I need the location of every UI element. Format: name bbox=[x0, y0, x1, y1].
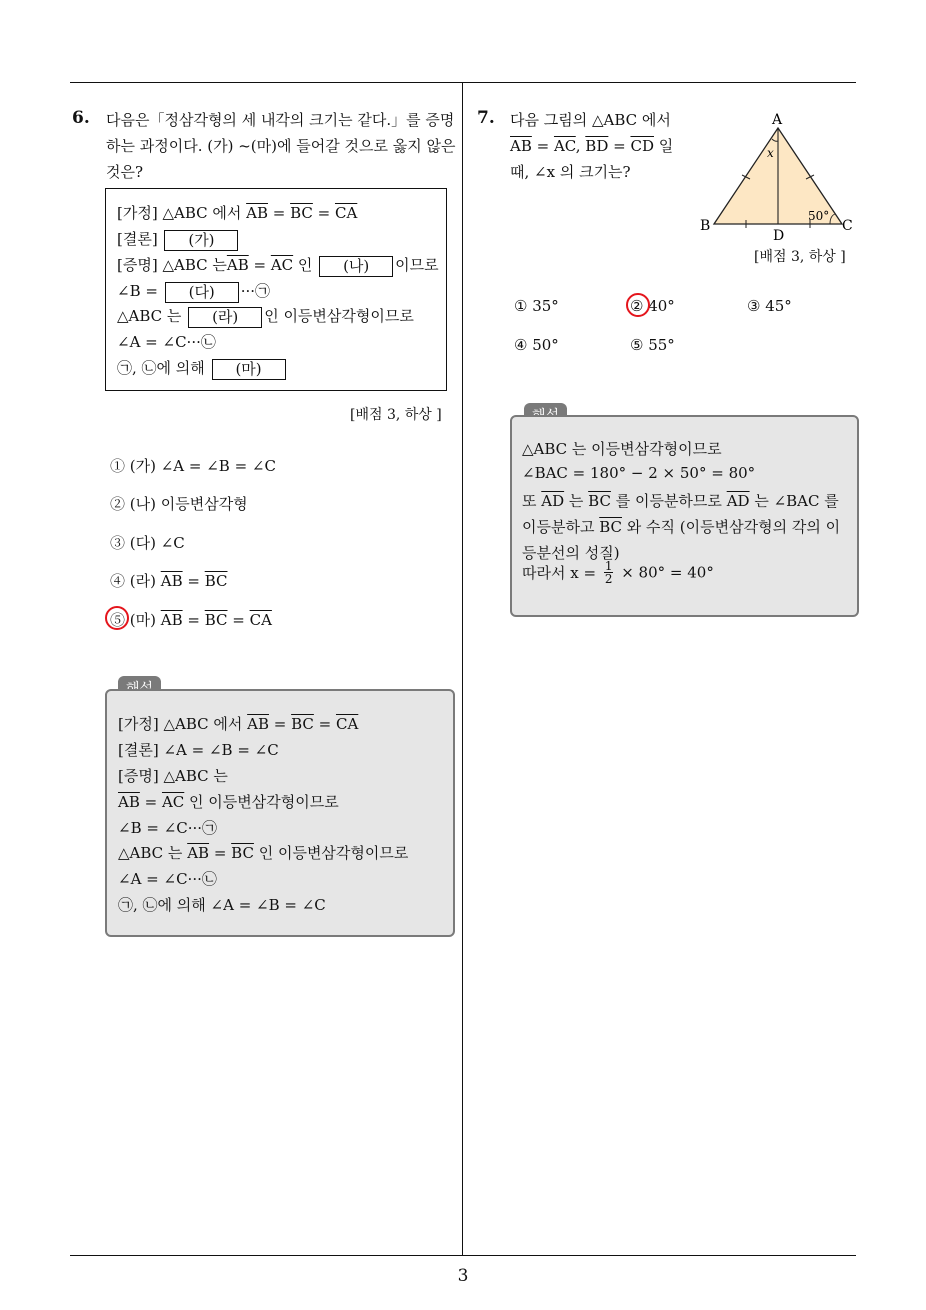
q6-choice-5[interactable] bbox=[110, 609, 272, 630]
eq: = bbox=[209, 844, 232, 862]
seg-bc: $\overline{BC}$ bbox=[588, 492, 611, 510]
eq: = bbox=[531, 137, 554, 155]
text-il: 일 bbox=[653, 137, 674, 155]
seg-ab: $\overline{AB}$ bbox=[247, 715, 269, 733]
column-divider bbox=[462, 82, 463, 1256]
q6-sol-line3: [증명] △ABC 는 bbox=[118, 767, 228, 785]
q6-box-line3 bbox=[117, 254, 439, 277]
answer-circle-icon bbox=[105, 606, 129, 630]
text-neun: 는 bbox=[564, 492, 589, 510]
q6-score: [배점 3, 하상 ] bbox=[350, 407, 442, 423]
mark-1: ···㉠ bbox=[240, 282, 271, 300]
top-rule bbox=[70, 82, 856, 83]
seg-ca: $\overline{CA}$ bbox=[335, 715, 359, 733]
seg-bd: $\overline{BD}$ bbox=[585, 137, 609, 155]
q7-sol-line4 bbox=[522, 516, 840, 537]
label-a: A bbox=[772, 112, 783, 128]
text-also: 또 bbox=[522, 492, 542, 510]
eq: = bbox=[268, 715, 292, 733]
label-x: x bbox=[767, 146, 774, 160]
text-angle-bac: 는 ∠BAC 를 bbox=[749, 492, 839, 510]
blank-na: (나) bbox=[319, 256, 393, 277]
q6-choice-3[interactable]: ③ (다) ∠C bbox=[110, 534, 185, 552]
q6-sol-line5: ∠B = ∠C···㉠ bbox=[118, 819, 218, 837]
seg-ca: $\overline{CA}$ bbox=[334, 204, 358, 222]
frac-num: 1 bbox=[604, 559, 613, 573]
blank-da: (다) bbox=[165, 282, 239, 303]
seg-ca: $\overline{CA}$ bbox=[249, 611, 272, 629]
sol-triangle: △ABC 는 bbox=[118, 844, 188, 862]
seg-bc: $\overline{BC}$ bbox=[599, 518, 622, 536]
q6-box-proof-label: [증명] △ABC 는 bbox=[117, 256, 227, 274]
sol-isosceles: 인 이등변삼각형이므로 bbox=[184, 793, 339, 811]
q7-triangle-figure bbox=[696, 112, 860, 242]
q6-sol-line7: ∠A = ∠C···㉡ bbox=[118, 870, 217, 888]
label-b: B bbox=[700, 218, 711, 234]
text-perpendicular: 와 수직 (이등변삼각형의 각의 이 bbox=[622, 518, 841, 536]
seg-ac: $\overline{AC}$ bbox=[161, 793, 185, 811]
q6-sol-line4 bbox=[118, 791, 339, 812]
angle-b: ∠B = bbox=[117, 282, 163, 300]
q6-choice-1[interactable]: ① (가) ∠A = ∠B = ∠C bbox=[110, 457, 276, 475]
q7-text-line3: 때, ∠x 의 크기는? bbox=[510, 163, 631, 181]
eq: = bbox=[608, 137, 631, 155]
seg-cd: $\overline{CD}$ bbox=[630, 137, 654, 155]
q7-sol-line2: ∠BAC = 180° − 2 × 50° = 80° bbox=[522, 464, 756, 482]
seg-ab: $\overline{AB}$ bbox=[226, 256, 249, 274]
eq: = bbox=[313, 715, 336, 733]
seg-bc: $\overline{BC}$ bbox=[290, 204, 313, 222]
eq: = bbox=[139, 793, 162, 811]
choice-4-label: ④ (라) bbox=[110, 572, 161, 590]
triangle-abc: △ABC 는 bbox=[117, 307, 187, 325]
choice-5-label: ⑤ (마) bbox=[110, 611, 161, 629]
q7-sol-line1: △ABC 는 이등변삼각형이므로 bbox=[522, 440, 722, 458]
text-bisects: 를 이등분하므로 bbox=[610, 492, 727, 510]
seg-ac: $\overline{AC}$ bbox=[553, 137, 576, 155]
label-c: C bbox=[842, 218, 853, 234]
sol-isosceles: 인 이등변삼각형이므로 bbox=[253, 844, 409, 862]
text-result: × 80° = 40° bbox=[616, 563, 714, 582]
q6-text-line1: 다음은「정삼각형의 세 내각의 크기는 같다.」를 증명 bbox=[106, 111, 455, 129]
text-in: 인 bbox=[293, 256, 318, 274]
blank-ra: (라) bbox=[188, 307, 262, 328]
seg-ab: $\overline{AB}$ bbox=[160, 611, 183, 629]
q6-choice-2[interactable]: ② (나) 이등변삼각형 bbox=[110, 495, 248, 513]
blank-ga: (가) bbox=[164, 230, 238, 251]
q6-choice-4[interactable] bbox=[110, 570, 227, 591]
q6-text-line2-main: 하는 과정이다. (가) ~(마)에 들어갈 것으로 옳지 않은 bbox=[106, 137, 456, 155]
q7-choice-1[interactable]: ① 35° bbox=[514, 297, 559, 315]
q6-number: 6. bbox=[72, 108, 90, 128]
eq: = bbox=[227, 611, 250, 629]
q7-text-line1: 다음 그림의 △ABC 에서 bbox=[510, 111, 671, 129]
q7-sol-line6 bbox=[522, 560, 714, 585]
seg-bc: $\overline{BC}$ bbox=[231, 844, 254, 862]
seg-ab: $\overline{AB}$ bbox=[160, 572, 183, 590]
q6-box-line2 bbox=[117, 228, 240, 251]
seg-ab: $\overline{AB}$ bbox=[118, 793, 140, 811]
label-50deg: 50° bbox=[808, 209, 830, 223]
comma: , bbox=[575, 137, 586, 155]
seg-ac: $\overline{AC}$ bbox=[270, 256, 294, 274]
fraction-one-half bbox=[604, 560, 614, 585]
blank-ma: (마) bbox=[212, 359, 286, 380]
page-number: 3 bbox=[457, 1266, 469, 1286]
q7-score: [배점 3, 하상 ] bbox=[754, 249, 846, 265]
q6-sol-line1 bbox=[118, 713, 358, 734]
q7-choice-2[interactable]: ② 40° bbox=[630, 297, 675, 315]
q6-sol-line6 bbox=[118, 842, 408, 863]
q6-box-line6: ∠A = ∠C···㉡ bbox=[117, 333, 216, 351]
q7-sol-line3 bbox=[522, 490, 839, 511]
q6-box-line4 bbox=[117, 280, 270, 303]
q6-box-line5 bbox=[117, 305, 414, 328]
eq: = bbox=[182, 611, 205, 629]
q7-sol-line5: 등분선의 성질) bbox=[522, 544, 620, 562]
eq: = bbox=[312, 204, 335, 222]
seg-bc: $\overline{BC}$ bbox=[204, 572, 228, 590]
q6-box-line7 bbox=[117, 357, 288, 380]
q6-box-concl-label: [결론] bbox=[117, 230, 163, 248]
bottom-rule bbox=[70, 1255, 856, 1256]
q7-choice-5[interactable]: ⑤ 55° bbox=[630, 336, 675, 354]
seg-ab: $\overline{AB}$ bbox=[246, 204, 268, 222]
text-imeuro: 이므로 bbox=[395, 256, 439, 274]
seg-ab: $\overline{AB}$ bbox=[187, 844, 210, 862]
q6-text-line3: 것은? bbox=[106, 163, 144, 181]
text-by: ㉠, ㉡에 의해 bbox=[117, 359, 210, 377]
q7-choice-4[interactable]: ④ 50° bbox=[514, 336, 559, 354]
q6-text-line2 bbox=[106, 135, 455, 156]
text-therefore: 따라서 x = bbox=[522, 564, 601, 582]
q6-box-hyp-label: [가정] △ABC 에서 bbox=[117, 204, 247, 222]
sol-hyp: [가정] △ABC 에서 bbox=[118, 715, 248, 733]
eq: = bbox=[182, 572, 205, 590]
frac-den: 2 bbox=[604, 572, 613, 586]
eq: = bbox=[267, 204, 291, 222]
seg-ad: $\overline{AD}$ bbox=[726, 492, 750, 510]
q7-choice-3[interactable]: ③ 45° bbox=[747, 297, 792, 315]
text-isosceles: 인 이등변삼각형이므로 bbox=[264, 307, 414, 325]
q7-text-line2 bbox=[510, 135, 673, 156]
label-d: D bbox=[773, 228, 785, 242]
q6-sol-line2: [결론] ∠A = ∠B = ∠C bbox=[118, 741, 279, 759]
q6-sol-line8: ㉠, ㉡에 의해 ∠A = ∠B = ∠C bbox=[118, 896, 326, 914]
eq: = bbox=[248, 256, 271, 274]
q7-number: 7. bbox=[477, 108, 495, 128]
text-bisect-and: 이등분하고 bbox=[522, 518, 600, 536]
seg-ab: $\overline{AB}$ bbox=[510, 137, 532, 155]
answer-circle-icon bbox=[626, 293, 650, 317]
q6-box-line1 bbox=[117, 202, 357, 223]
seg-bc: $\overline{BC}$ bbox=[204, 611, 228, 629]
seg-bc: $\overline{BC}$ bbox=[291, 715, 314, 733]
seg-ad: $\overline{AD}$ bbox=[541, 492, 565, 510]
